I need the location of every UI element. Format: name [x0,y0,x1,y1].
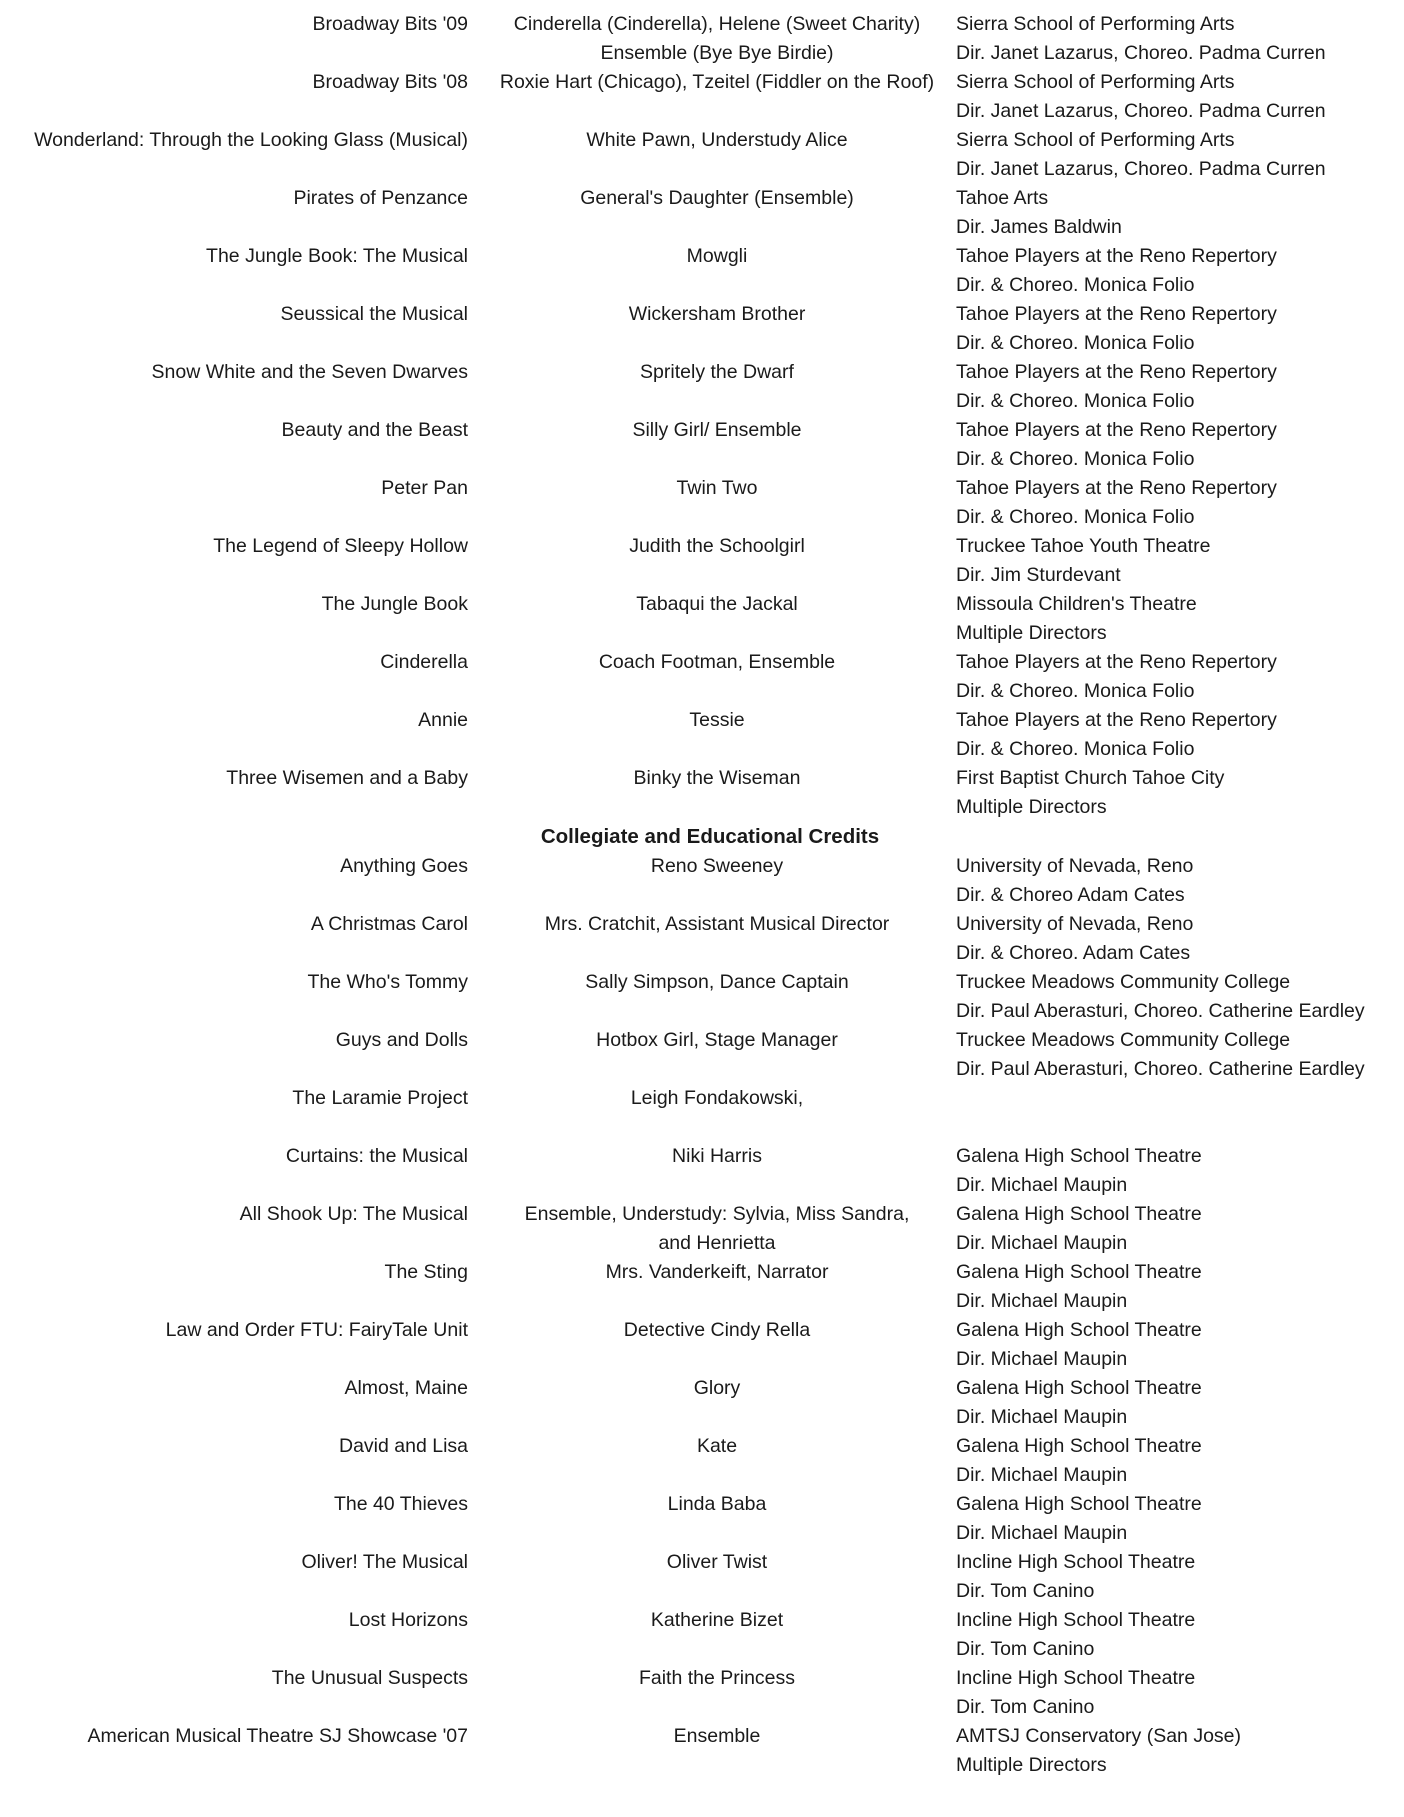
venue-director: Tahoe Players at the Reno Repertory Dir. & Choreo. Monica Folio [956,361,1277,412]
venue-director: Truckee Meadows Community College Dir. Paul Aberasturi, Choreo. Catherine Eardley [956,971,1365,1022]
venue-director: Sierra School of Performing Arts Dir. Janet Lazarus, Choreo. Padma Curren [956,71,1326,122]
show-title: Anything Goes [340,855,468,877]
role-name: Tabaqui the Jackal [636,593,798,615]
section-title-text: Collegiate and Educational Credits [540,825,880,848]
role-name: Ensemble [673,1725,761,1747]
credit-row [0,1142,1404,1200]
role-name: Reno Sweeney [650,855,784,877]
show-title: The Jungle Book: The Musical [206,245,468,267]
show-title: Cinderella [380,651,468,673]
show-title: David and Lisa [339,1435,468,1457]
role-name: Kate [696,1435,738,1457]
show-title: Wonderland: Through the Looking Glass (Musical) [34,129,468,151]
venue-director: Galena High School Theatre Dir. Michael Maupin [956,1145,1202,1196]
credit-row [0,184,1404,242]
show-title: Lost Horizons [348,1609,468,1631]
role-name: Faith the Princess [638,1667,796,1689]
show-title: Pirates of Penzance [293,187,468,209]
section-title-collegiate [0,822,1404,852]
venue-director: Tahoe Arts Dir. James Baldwin [956,187,1122,238]
credit-row [0,300,1404,358]
credit-row [0,910,1404,968]
venue-director: Incline High School Theatre Dir. Tom Canino [956,1667,1196,1718]
role-name: Roxie Hart (Chicago), Tzeitel (Fiddler on the Roof) [499,71,935,93]
role-name: Judith the Schoolgirl [629,535,805,557]
venue-director: Tahoe Players at the Reno Repertory Dir. & Choreo. Monica Folio [956,303,1277,354]
credit-row [0,1432,1404,1490]
credit-row [0,242,1404,300]
show-title: Guys and Dolls [335,1029,468,1051]
credit-row [0,1664,1404,1722]
credit-row [0,1490,1404,1548]
role-name: Binky the Wiseman [633,767,801,789]
venue-director: University of Nevada, Reno Dir. & Choreo. Adam Cates [956,913,1194,964]
role-name: Linda Baba [667,1493,767,1515]
role-name: Detective Cindy Rella [623,1319,811,1341]
venue-director: Tahoe Players at the Reno Repertory Dir. & Choreo. Monica Folio [956,651,1277,702]
show-title: Law and Order FTU: FairyTale Unit [165,1319,468,1341]
credit-row [0,474,1404,532]
role-name: Hotbox Girl, Stage Manager [596,1029,838,1051]
show-title: Curtains: the Musical [285,1145,468,1167]
role-name: Tessie [689,709,745,731]
credit-row [0,1374,1404,1432]
role-name: Wickersham Brother [628,303,806,325]
role-name: Niki Harris [672,1145,762,1167]
venue-director: AMTSJ Conservatory (San Jose) Multiple Directors [956,1725,1242,1776]
role-name: Katherine Bizet [650,1609,784,1631]
role-name: Spritely the Dwarf [640,361,794,383]
venue-director: Sierra School of Performing Arts Dir. Janet Lazarus, Choreo. Padma Curren [956,129,1326,180]
venue-director: Galena High School Theatre Dir. Michael Maupin [956,1493,1202,1544]
credit-row [0,126,1404,184]
venue-director: Truckee Meadows Community College Dir. Paul Aberasturi, Choreo. Catherine Eardley [956,1029,1365,1080]
role-name: Twin Two [676,477,758,499]
credit-row [0,1084,1404,1142]
role-name: Silly Girl/ Ensemble [632,419,802,441]
collegiate-credits-list [0,852,1404,1780]
show-title: The Who's Tommy [307,971,468,993]
venue-director: Missoula Children's Theatre Multiple Directors [956,593,1197,644]
credit-row [0,1258,1404,1316]
venue-director: Incline High School Theatre Dir. Tom Canino [956,1551,1196,1602]
credit-row [0,10,1404,68]
show-title: The 40 Thieves [333,1493,468,1515]
credit-row [0,590,1404,648]
credit-row [0,1722,1404,1780]
venue-director: Tahoe Players at the Reno Repertory Dir. & Choreo. Monica Folio [956,245,1277,296]
venue-director: Galena High School Theatre Dir. Michael Maupin [956,1435,1202,1486]
venue-director: Galena High School Theatre Dir. Michael Maupin [956,1319,1202,1370]
show-title: The Jungle Book [321,593,468,615]
show-title: A Christmas Carol [310,913,468,935]
show-title: Three Wisemen and a Baby [226,767,468,789]
show-title: Almost, Maine [344,1377,468,1399]
show-title: Broadway Bits '08 [312,71,468,93]
role-name: Mrs. Cratchit, Assistant Musical Director [544,913,890,935]
credit-row [0,1548,1404,1606]
credit-row [0,706,1404,764]
community-credits-list [0,10,1404,822]
role-name: Leigh Fondakowski, [630,1087,804,1109]
show-title: Beauty and the Beast [281,419,468,441]
venue-director: Incline High School Theatre Dir. Tom Canino [956,1609,1196,1660]
credit-row [0,358,1404,416]
venue-director: Tahoe Players at the Reno Repertory Dir. & Choreo. Monica Folio [956,709,1277,760]
credit-row [0,852,1404,910]
show-title: The Unusual Suspects [271,1667,468,1689]
credit-row [0,1606,1404,1664]
credit-row [0,532,1404,590]
role-name: Cinderella (Cinderella), Helene (Sweet Charity) Ensemble (Bye Bye Birdie) [513,13,921,64]
show-title: The Legend of Sleepy Hollow [213,535,468,557]
credit-row [0,416,1404,474]
venue-director: Truckee Tahoe Youth Theatre Dir. Jim Sturdevant [956,535,1211,586]
venue-director: Galena High School Theatre Dir. Michael Maupin [956,1261,1202,1312]
credit-row [0,1316,1404,1374]
role-name: Mrs. Vanderkeift, Narrator [605,1261,829,1283]
role-name: White Pawn, Understudy Alice [586,129,848,151]
credit-row [0,68,1404,126]
show-title: The Sting [384,1261,468,1283]
venue-director: Sierra School of Performing Arts Dir. Janet Lazarus, Choreo. Padma Curren [956,13,1326,64]
venue-director: Tahoe Players at the Reno Repertory Dir. & Choreo. Monica Folio [956,477,1277,528]
venue-director: First Baptist Church Tahoe City Multiple Directors [956,767,1225,818]
show-title: American Musical Theatre SJ Showcase '07 [87,1725,468,1747]
role-name: Mowgli [686,245,748,267]
role-name: Oliver Twist [666,1551,768,1573]
credit-row [0,764,1404,822]
show-title: Broadway Bits '09 [312,13,468,35]
venue-director: Galena High School Theatre Dir. Michael Maupin [956,1377,1202,1428]
role-name: Sally Simpson, Dance Captain [585,971,849,993]
venue-director: Galena High School Theatre Dir. Michael Maupin [956,1203,1202,1254]
role-name: General's Daughter (Ensemble) [580,187,854,209]
show-title: Annie [418,709,468,731]
venue-director [946,1084,1404,1142]
show-title: The Laramie Project [292,1087,468,1109]
show-title: Snow White and the Seven Dwarves [151,361,468,383]
credit-row [0,1026,1404,1084]
credit-row [0,968,1404,1026]
role-name: Glory [693,1377,741,1399]
show-title: Peter Pan [381,477,468,499]
credit-row [0,648,1404,706]
show-title: Seussical the Musical [280,303,468,325]
venue-director: Tahoe Players at the Reno Repertory Dir. & Choreo. Monica Folio [956,419,1277,470]
show-title: Oliver! The Musical [301,1551,468,1573]
venue-director: University of Nevada, Reno Dir. & Choreo Adam Cates [956,855,1194,906]
resume-credits [0,10,1404,1780]
credit-row [0,1200,1404,1258]
show-title: All Shook Up: The Musical [239,1203,468,1225]
role-name: Coach Footman, Ensemble [598,651,836,673]
role-name: Ensemble, Understudy: Sylvia, Miss Sandra, and Henrietta [524,1203,910,1254]
